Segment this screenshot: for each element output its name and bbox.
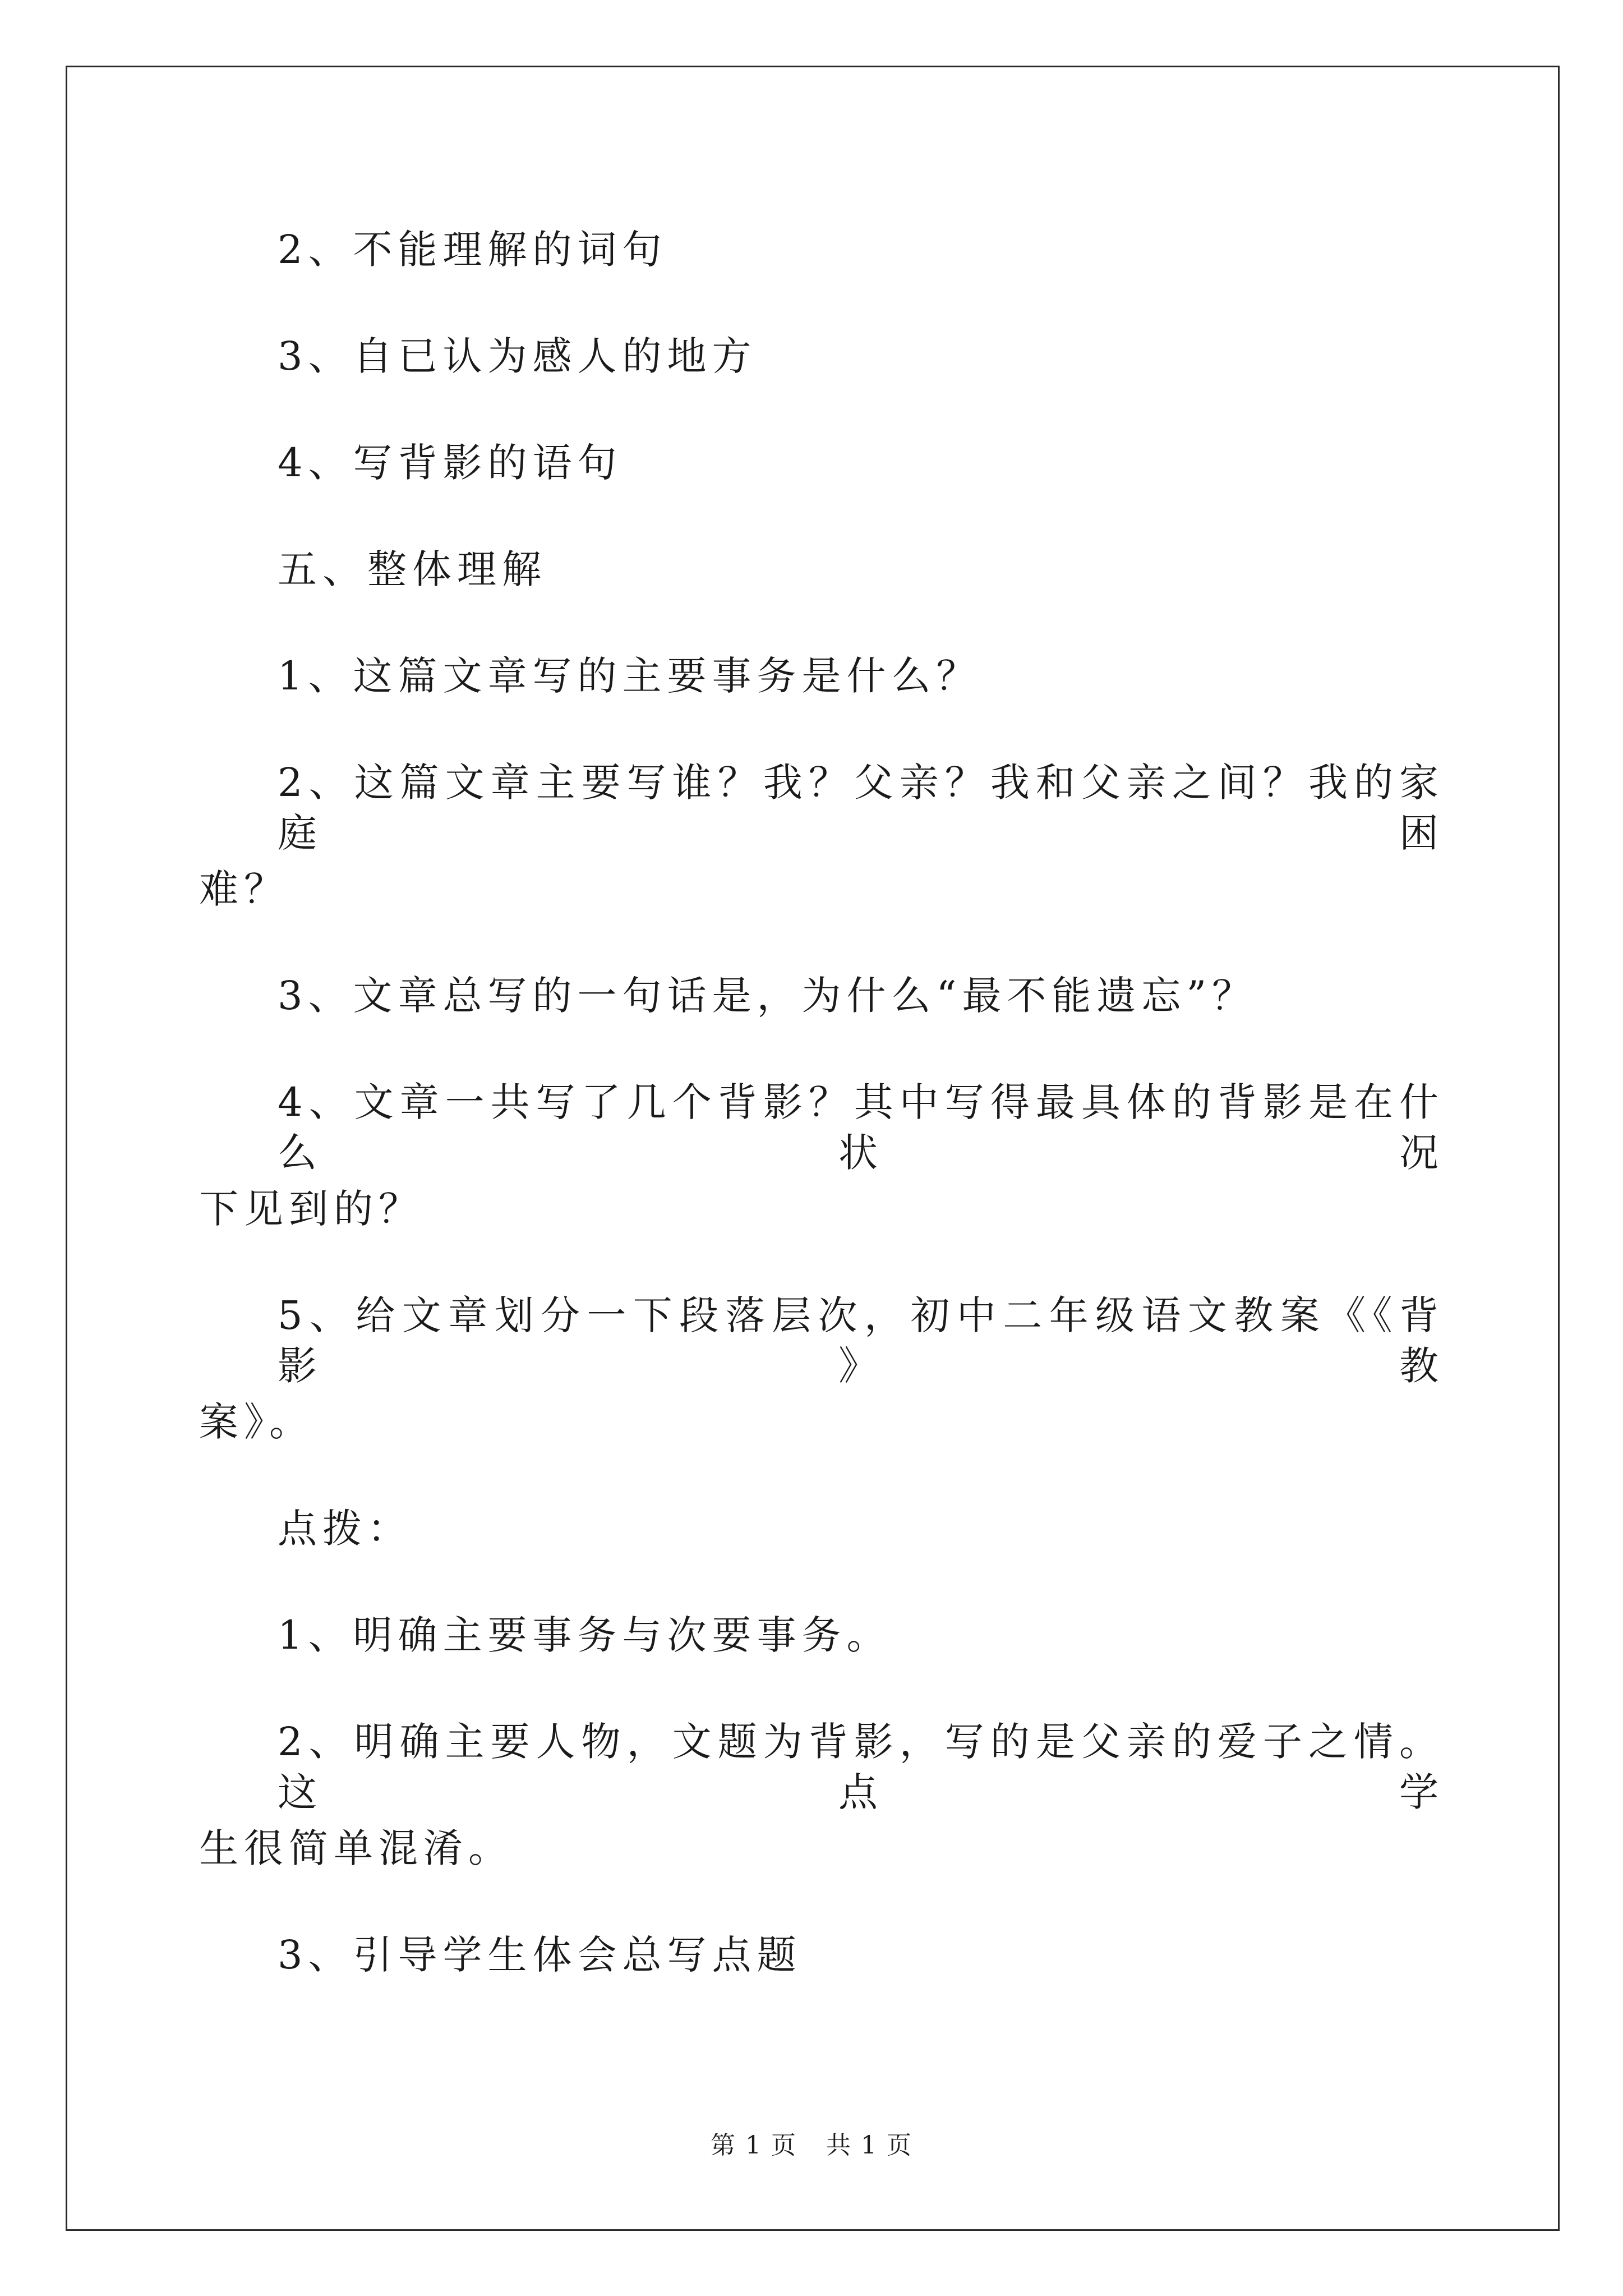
list-item-continuation: 案》。 — [199, 1399, 314, 1445]
list-item: 3、引导学生体会总写点题 — [278, 1932, 802, 1978]
list-item: 3、自已认为感人的地方 — [278, 333, 757, 379]
section-heading: 五、整体理解 — [278, 546, 547, 592]
list-item: 2、这篇文章主要写谁？我？父亲？我和父亲之间？我的家庭困 — [278, 760, 1444, 856]
section-heading: 点拨： — [278, 1506, 412, 1552]
list-item: 4、写背影的语句 — [278, 440, 623, 486]
list-item: 1、这篇文章写的主要事务是什么？ — [278, 653, 981, 699]
page-number-current: 第 1 页 — [711, 2131, 797, 2160]
page-number-total: 共 1 页 — [826, 2131, 912, 2160]
list-item: 5、给文章划分一下段落层次，初中二年级语文教案《《背影》教 — [278, 1292, 1444, 1389]
list-item: 1、明确主要事务与次要事务。 — [278, 1612, 892, 1658]
list-item: 3、文章总写的一句话是，为什么“最不能遗忘”？ — [278, 973, 1257, 1019]
list-item: 4、文章一共写了几个背影？其中写得最具体的背影是在什么状况 — [278, 1079, 1444, 1176]
list-item: 2、明确主要人物，文题为背影，写的是父亲的爱子之情。这点学 — [278, 1719, 1444, 1815]
list-item-continuation: 生很简单混淆。 — [199, 1825, 513, 1871]
page-footer — [0, 2129, 1623, 2162]
list-item-continuation: 难？ — [199, 866, 289, 912]
list-item: 2、不能理解的词句 — [278, 227, 667, 273]
list-item-continuation: 下见到的？ — [199, 1186, 423, 1232]
